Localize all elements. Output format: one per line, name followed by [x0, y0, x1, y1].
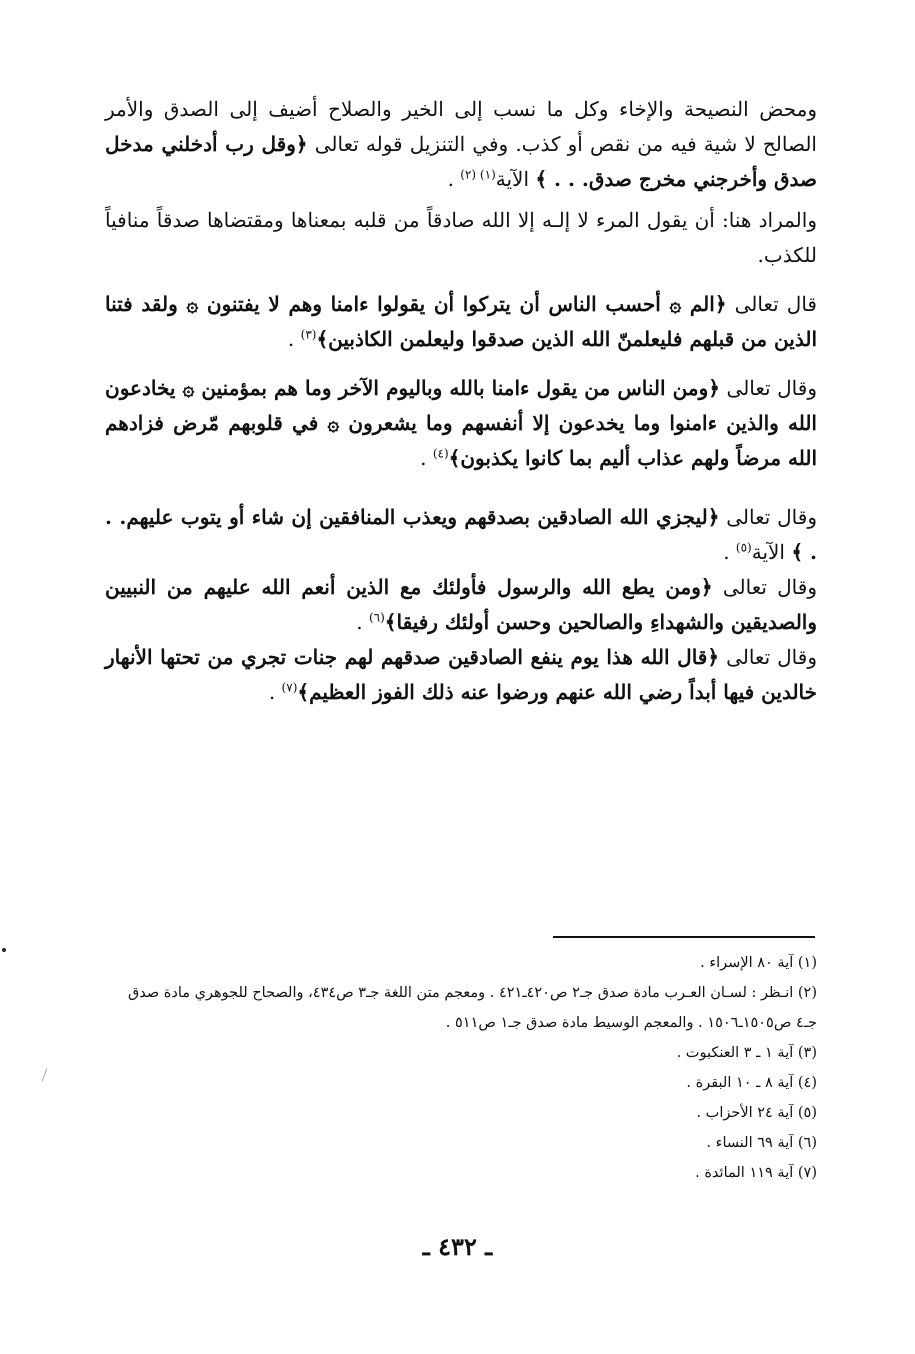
- footnote-1: (١) آية ٨٠ الإسراء .: [700, 955, 817, 971]
- main-text: [105, 92, 817, 710]
- footnote-divider: [553, 936, 815, 938]
- paragraph-text: الآية: [495, 167, 536, 191]
- quran-verse: ﴿ومن يطع الله والرسول فأولئك مع الذين أنعم الله عليهم من النبيين والصديقين والشهداءِ والصالحين وحسن أولئك رفيقا﴾: [105, 575, 817, 634]
- paragraph-text: ومحض النصيحة والإخاء وكل ما نسب إلى الخير والصلاح أضيف إلى الصدق والأمر الصالح لا شية فيه من نقص أو كذب. وفي التنزيل قوله تعالى: [105, 97, 817, 156]
- paragraph-6: [105, 570, 817, 640]
- paragraph-text: والمراد هنا: أن يقول المرء لا إلـه إلا الله صادقاً من قلبه بمعناها ومقتضاها صدقاً منافياً للكذب.: [105, 208, 817, 267]
- paragraph-text: قال تعالى: [726, 292, 817, 316]
- footnote-3: (٣) آية ١ ـ ٣ العنكبوت .: [676, 1045, 817, 1061]
- paragraph-4: [105, 371, 817, 476]
- paragraph-end: .: [420, 446, 433, 470]
- paragraph-2: [105, 203, 817, 273]
- footnote-ref[interactable]: (٣): [300, 327, 317, 342]
- paragraph-end: .: [268, 680, 282, 704]
- footnote-ref[interactable]: (٥): [735, 540, 752, 555]
- paragraph-text: وقال تعالى: [720, 376, 817, 400]
- paragraph-end: .: [447, 167, 461, 191]
- paragraph-1: [105, 92, 817, 197]
- scan-speck: [2, 948, 6, 952]
- quran-verse: ﴿ومن الناس من يقول ءامنا بالله وباليوم الآخر وما هم بمؤمنين ۞ يخادعون الله والذين ءامنوا وما يخدعون إلا أنفسهم وما يشعرون ۞ في قلوبهم مّرض فزادهم الله مرضاً ولهم عذاب أليم بما كانوا يكذبون﴾: [105, 376, 817, 470]
- footnote-ref[interactable]: (٦): [368, 610, 385, 625]
- page-number: ـ ٤٣٢ ـ: [422, 1232, 493, 1261]
- quran-verse: ﴿الم ۞ أحسب الناس أن يتركوا أن يقولوا ءامنا وهم لا يفتنون ۞ ولقد فتنا الذين من قبلهم فليعلمنّ الله الذين صدقوا وليعلمن الكاذبين﴾: [105, 292, 817, 351]
- quran-verse: ﴿قال الله هذا يوم ينفع الصادقين صدقهم لهم جنات تجري من تحتها الأنهار خالدين فيها أبداً رضي الله عنهم ورضوا عنه ذلك الفوز العظيم﴾: [105, 645, 817, 704]
- footnote-ref[interactable]: (١) (٢): [460, 167, 496, 182]
- footnote-ref[interactable]: (٤): [432, 446, 449, 461]
- paragraph-3: [105, 287, 817, 357]
- paragraph-5: [105, 500, 817, 570]
- paragraph-end: .: [287, 327, 301, 351]
- paragraph-end: .: [723, 540, 736, 564]
- footnote-7: (٧) آية ١١٩ المائدة .: [695, 1165, 817, 1181]
- paragraph-end: .: [356, 610, 369, 634]
- footnote-ref[interactable]: (٧): [281, 680, 298, 695]
- paragraph-text: وقال تعالى: [712, 575, 817, 599]
- footnotes: [105, 948, 817, 1188]
- footnote-5: (٥) آية ٢٤ الأحزاب .: [696, 1105, 817, 1121]
- paragraph-7: [105, 640, 817, 710]
- footnote-6: (٦) آية ٦٩ النساء .: [706, 1135, 817, 1151]
- paragraph-text: وقال تعالى: [719, 505, 817, 529]
- quran-verse: ﴿وقل رب أدخلني مدخل صدق وأخرجني مخرج صدق. . . ﴾: [105, 132, 817, 191]
- scan-mark: [42, 1068, 48, 1081]
- quran-verse: ﴿ليجزي الله الصادقين بصدقهم ويعذب المنافقين إن شاء أو يتوب عليهم. . . ﴾: [105, 505, 817, 564]
- paragraph-text: وقال تعالى: [719, 645, 817, 669]
- footnote-2: (٢) انـظر : لسـان العـرب مادة صدق جـ٢ ص٤٢٠ـ٤٢١ . ومعجم متن اللغة جـ٣ ص٤٣٤، والصحاح للجوهري مادة صدق جـ٤ ص١٥٠٥ـ١٥٠٦ . والمعجم الوسيط مادة صدق جـ١ ص٥١١ .: [128, 985, 817, 1031]
- footnote-4: (٤) آية ٨ ـ ١٠ البقرة .: [686, 1075, 817, 1091]
- paragraph-text: الآية: [751, 540, 792, 564]
